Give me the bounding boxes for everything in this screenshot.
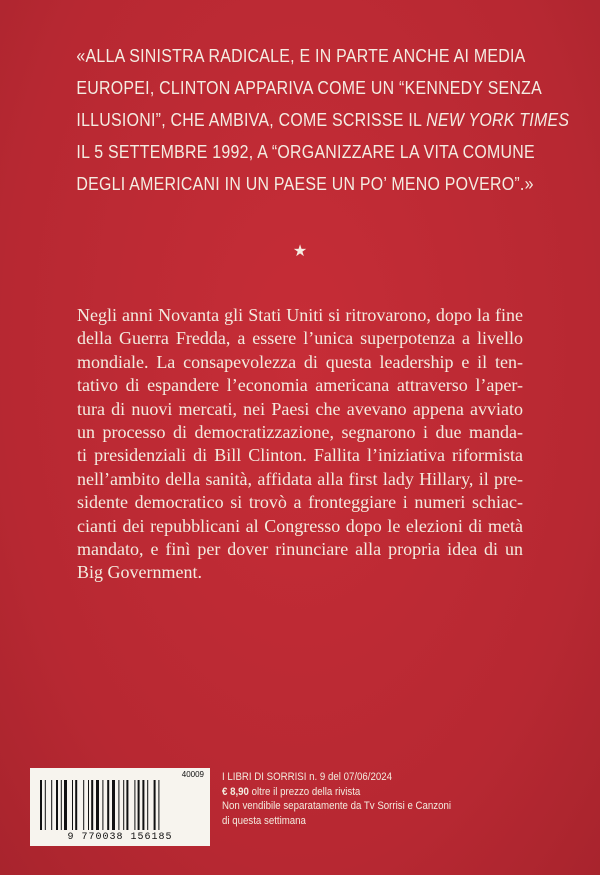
barcode-bar [51, 780, 52, 830]
price-note: oltre il prezzo della rivista [248, 785, 361, 798]
synopsis-line: Big Government. [77, 562, 202, 583]
barcode-bar [154, 780, 156, 830]
barcode-bar [88, 780, 89, 830]
barcode-bar [107, 780, 109, 830]
barcode [30, 768, 210, 846]
publication-info [222, 770, 539, 828]
synopsis-line: tura di nuovi mercati, nei Paesi che avevano appena avviato [77, 398, 523, 419]
sale-note-2: di questa settimana [222, 814, 306, 827]
barcode-bar [134, 780, 135, 830]
barcode-bars-icon [40, 780, 200, 830]
barcode-bar [83, 780, 84, 830]
synopsis-line: nell’ambito della sanità, affidata alla first lady Hillary, il pre- [77, 468, 523, 489]
series-name: I LIBRI DI SORRISI [222, 771, 307, 783]
barcode-bar [126, 780, 128, 830]
sale-note-1: Non vendibile separatamente da Tv Sorrisi e Canzoni [222, 800, 452, 813]
quote-line-2: EUROPEI, CLINTON APPARIVA COME UN “KENNEDY SENZA [76, 77, 543, 98]
synopsis-line: tativo di espandere l’economia americana attraverso l’aper- [77, 375, 523, 396]
barcode-bar [56, 780, 58, 830]
synopsis-line: un processo di democratizzazione, segnarono i due manda- [77, 422, 523, 443]
barcode-bar [142, 780, 144, 830]
barcode-bar [72, 780, 73, 830]
price-line [222, 785, 539, 800]
synopsis-text [77, 304, 523, 585]
newspaper-title: NEW YORK TIMES [426, 109, 570, 130]
barcode-bar [75, 780, 77, 830]
barcode-bar [118, 780, 119, 830]
star-separator-icon: ★ [292, 241, 308, 260]
series-line [222, 770, 539, 785]
quote-line-5: DEGLI AMERICANI IN UN PAESE UN PO’ MENO POVERO”.» [76, 173, 534, 194]
synopsis-line: Negli anni Novanta gli Stati Uniti si ritrovarono, dopo la fine [77, 305, 523, 325]
synopsis-line: mondiale. La consapevolezza di questa leadership e il ten- [77, 351, 523, 372]
barcode-bar [112, 780, 115, 830]
back-cover-quote [76, 40, 570, 200]
barcode-bar [158, 780, 159, 830]
price-value: € 8,90 [222, 785, 249, 798]
barcode-bar [147, 780, 148, 830]
synopsis-line: mandato, e finì per dover rinunciare alla propria idea di un [77, 539, 523, 560]
quote-line-4: IL 5 SETTEMBRE 1992, A “ORGANIZZARE LA VITA COMUNE [76, 141, 535, 162]
synopsis-line: cianti dei repubblicani al Congresso dopo le elezioni di metà [77, 515, 523, 536]
synopsis-line: ti presidenziali di Bill Clinton. Fallita l’iniziativa riformista [77, 445, 523, 466]
synopsis-line: della Guerra Fredda, a essere l’unica superpotenza a livello [77, 328, 523, 349]
synopsis-line: sidente democratico si trovò a fronteggiare i numeri schiac- [77, 492, 523, 513]
barcode-bar [61, 780, 62, 830]
quote-line-1: «ALLA SINISTRA RADICALE, E IN PARTE ANCHE AI MEDIA [76, 45, 526, 66]
barcode-bar [64, 780, 67, 830]
quote-line-3a: ILLUSIONI”, CHE AMBIVA, COME SCRISSE IL [76, 109, 427, 130]
barcode-addon-number: 40009 [181, 770, 204, 779]
barcode-bar [45, 780, 46, 830]
barcode-bar [102, 780, 103, 830]
barcode-digits: 9 770038 156185 [67, 832, 173, 843]
barcode-bar [123, 780, 124, 830]
barcode-bar [96, 780, 99, 830]
barcode-bar [91, 780, 93, 830]
quote-line-3 [76, 104, 570, 136]
series-issue: n. 9 del 07/06/2024 [306, 771, 393, 783]
barcode-bar [138, 780, 140, 830]
barcode-bar [40, 780, 42, 830]
